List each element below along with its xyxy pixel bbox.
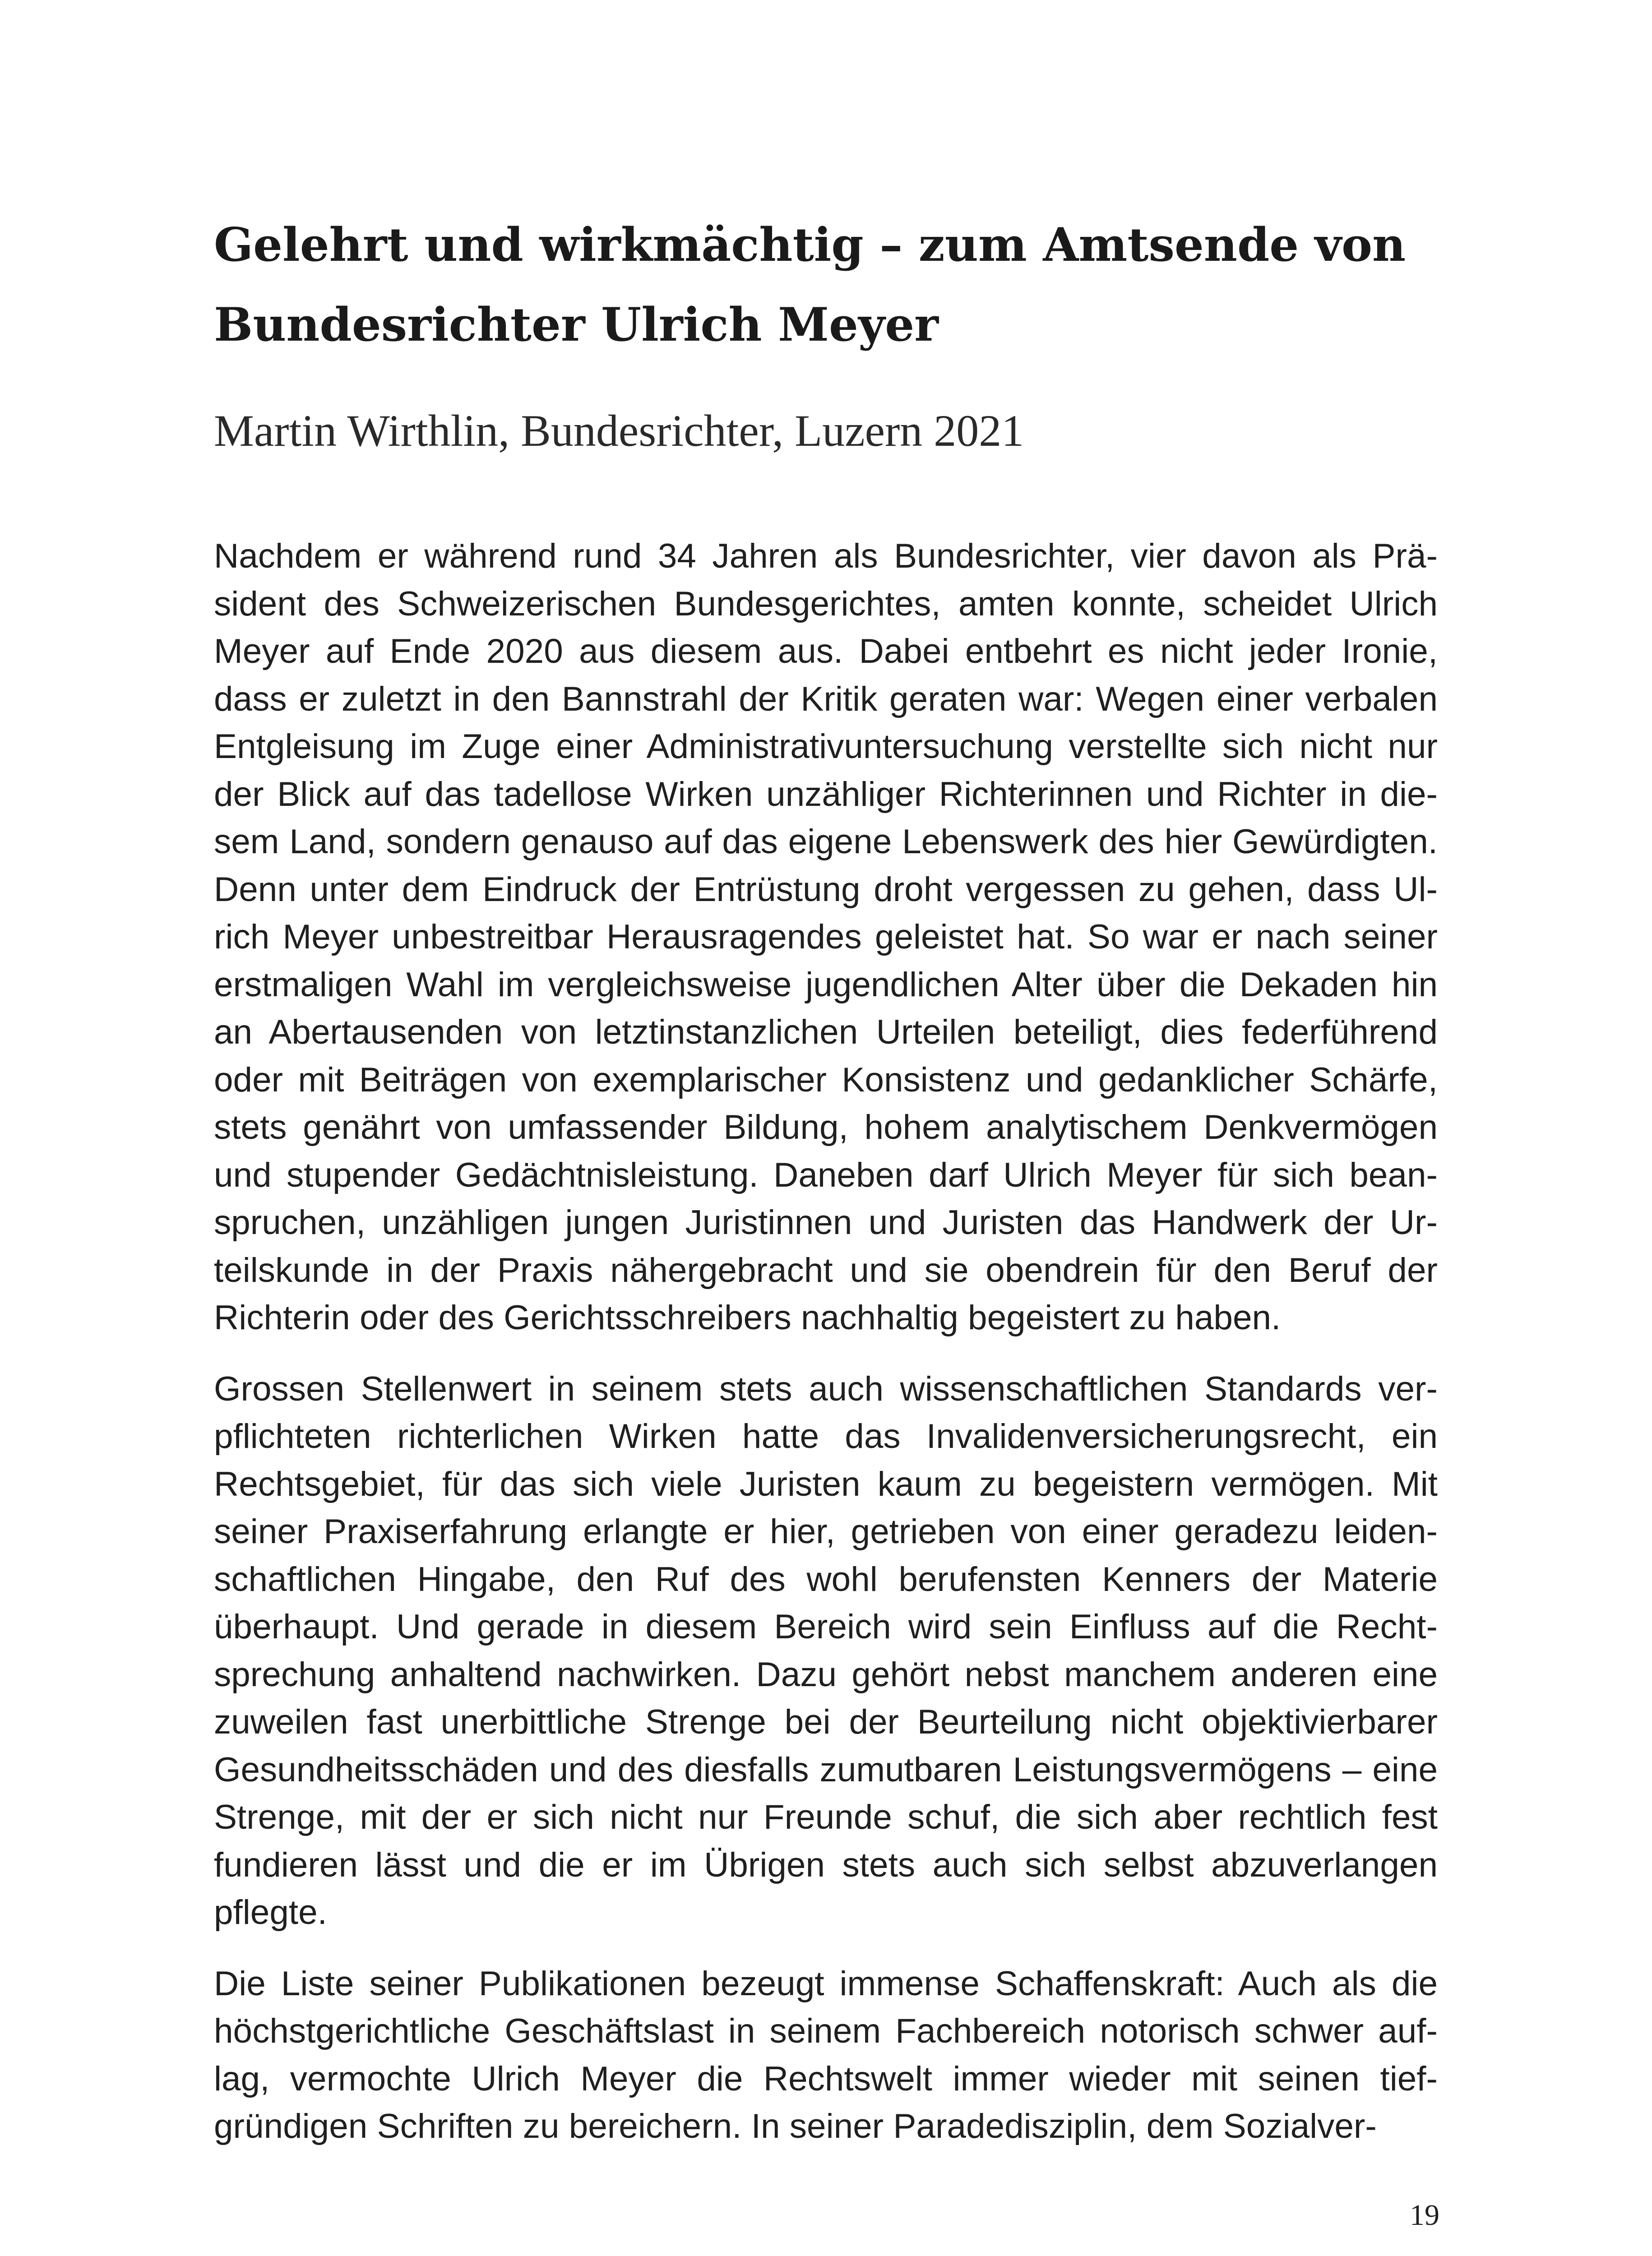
paragraph-line: der Blick auf das tadellose Wirken unzähliger Richterinnen und Richter in die- bbox=[214, 775, 1438, 814]
paragraph-line: rich Meyer unbestreitbar Herausragendes geleistet hat. So war er nach seiner bbox=[214, 918, 1438, 956]
paragraph-line: pflegte. bbox=[214, 1893, 327, 1932]
paragraph-line: sprechung anhaltend nachwirken. Dazu gehört nebst manchem anderen eine bbox=[214, 1655, 1438, 1694]
paragraph-line: sident des Schweizerischen Bundesgerichtes, amten konnte, scheidet Ulrich bbox=[214, 584, 1438, 623]
article-body bbox=[214, 532, 1438, 2174]
article-title bbox=[214, 205, 1455, 365]
paragraph-line: Nachdem er während rund 34 Jahren als Bundesrichter, vier davon als Prä- bbox=[214, 537, 1438, 575]
paragraph-line: pflichteten richterlichen Wirken hatte das Invalidenversicherungsrecht, ein bbox=[214, 1417, 1438, 1456]
body-paragraph bbox=[214, 1365, 1438, 1937]
paragraph-line: höchstgerichtliche Geschäftslast in seinem Fachbereich notorisch schwer auf- bbox=[214, 2012, 1438, 2050]
paragraph-line: Grossen Stellenwert in seinem stets auch wissenschaftlichen Standards ver- bbox=[214, 1369, 1438, 1408]
article-title-line: Bundesrichter Ulrich Meyer bbox=[214, 298, 939, 352]
paragraph-line: Rechtsgebiet, für das sich viele Juristen kaum zu begeistern vermögen. Mit bbox=[214, 1465, 1438, 1503]
paragraph-line: dass er zuletzt in den Bannstrahl der Kritik geraten war: Wegen einer verbalen bbox=[214, 680, 1438, 718]
paragraph-line: Entgleisung im Zuge einer Administrativuntersuchung verstellte sich nicht nur bbox=[214, 727, 1438, 766]
paragraph-line: oder mit Beiträgen von exemplarischer Konsistenz und gedanklicher Schärfe, bbox=[214, 1060, 1438, 1099]
paragraph-line: zuweilen fast unerbittliche Strenge bei der Beurteilung nicht objektivierbarer bbox=[214, 1703, 1438, 1741]
paragraph-line: Denn unter dem Eindruck der Entrüstung droht vergessen zu gehen, dass Ul- bbox=[214, 870, 1438, 909]
paragraph-line: sem Land, sondern genauso auf das eigene Lebenswerk des hier Gewürdigten. bbox=[214, 823, 1438, 861]
paragraph-line: fundieren lässt und die er im Übrigen stets auch sich selbst abzuverlangen bbox=[214, 1845, 1438, 1884]
paragraph-line: schaftlichen Hingabe, den Ruf des wohl berufensten Kenners der Materie bbox=[214, 1560, 1438, 1599]
body-paragraph bbox=[214, 532, 1438, 1342]
paragraph-line: überhaupt. Und gerade in diesem Bereich wird sein Einfluss auf die Recht- bbox=[214, 1608, 1438, 1646]
paragraph-line: und stupender Gedächtnisleistung. Daneben darf Ulrich Meyer für sich bean- bbox=[214, 1156, 1438, 1194]
author-byline: Martin Wirthlin, Bundesrichter, Luzern 2021 bbox=[214, 406, 1024, 456]
paragraph-line: an Abertausenden von letztinstanzlichen Urteilen beteiligt, dies federführend bbox=[214, 1013, 1438, 1051]
paragraph-line: Strenge, mit der er sich nicht nur Freunde schuf, die sich aber rechtlich fest bbox=[214, 1798, 1438, 1836]
page-number: 19 bbox=[1410, 2199, 1439, 2232]
paragraph-line: Gesundheitsschäden und des diesfalls zumutbaren Leistungsvermögens – eine bbox=[214, 1750, 1438, 1789]
paragraph-line: erstmaligen Wahl im vergleichsweise jugendlichen Alter über die Dekaden hin bbox=[214, 965, 1438, 1004]
paragraph-line: gründigen Schriften zu bereichern. In seiner Paradedisziplin, dem Sozialver- bbox=[214, 2107, 1377, 2145]
paragraph-line: lag, vermochte Ulrich Meyer die Rechtswelt immer wieder mit seinen tief- bbox=[214, 2059, 1438, 2098]
paragraph-line: stets genährt von umfassender Bildung, hohem analytischem Denkvermögen bbox=[214, 1108, 1438, 1146]
paragraph-line: Meyer auf Ende 2020 aus diesem aus. Dabei entbehrt es nicht jeder Ironie, bbox=[214, 632, 1438, 670]
paragraph-line: seiner Praxiserfahrung erlangte er hier, getrieben von einer geradezu leiden- bbox=[214, 1512, 1438, 1551]
paragraph-line: spruchen, unzähligen jungen Juristinnen und Juristen das Handwerk der Ur- bbox=[214, 1203, 1438, 1242]
body-paragraph bbox=[214, 1960, 1438, 2150]
paragraph-line: teilskunde in der Praxis nähergebracht und sie obendrein für den Beruf der bbox=[214, 1251, 1438, 1290]
article-title-line: Gelehrt und wirkmächtig – zum Amtsende von bbox=[214, 218, 1406, 272]
paragraph-line: Die Liste seiner Publikationen bezeugt immense Schaffenskraft: Auch als die bbox=[214, 1964, 1438, 2003]
paragraph-line: Richterin oder des Gerichtsschreibers nachhaltig begeistert zu haben. bbox=[214, 1299, 1281, 1337]
